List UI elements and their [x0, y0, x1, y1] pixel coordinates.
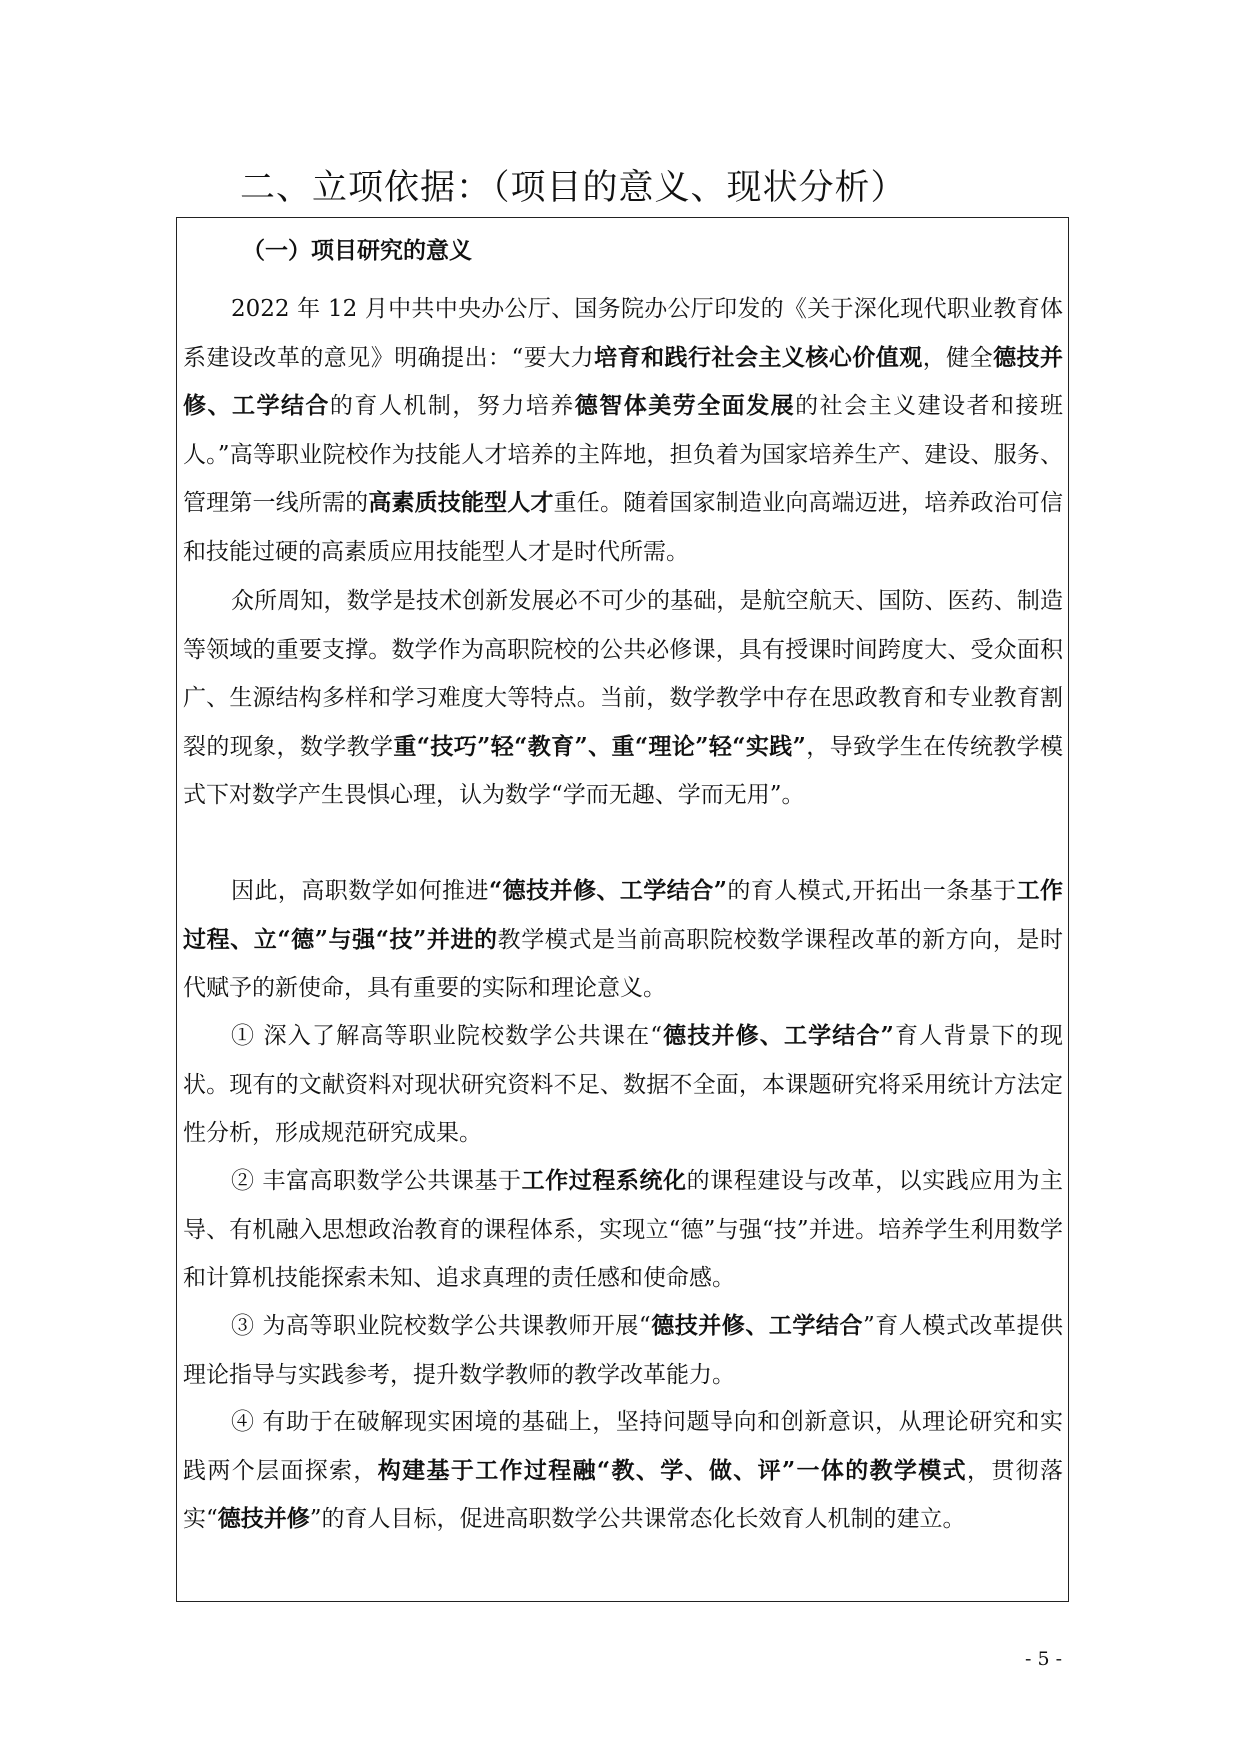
emphasized-text: 德技并修: [217, 1505, 310, 1533]
emphasized-text: 德技并修、工学结合: [650, 1312, 863, 1339]
text-run: 的社会主义建设者和接班人。”高等职业院校作为技能人才培养的主阵地，担负着为国家培养生产、建设、服务、管理第一线所需的: [183, 393, 1064, 517]
section-heading: （一）项目研究的意义: [242, 237, 472, 264]
text-run: 因此，高职数学如何推进: [231, 878, 489, 904]
emphasized-text: 高素质技能型人才: [368, 489, 554, 517]
paragraph-point-3: [183, 1302, 1063, 1399]
emphasized-text: 工作过程、立“德”与强“技”并进的: [183, 877, 1064, 953]
text-run: 众所周知，数学是技术创新发展必不可少的基础，是航空航天、国防、医药、制造等领域的重要支撑。数学作为高职院校的公共必修课，具有授课时间跨度大、受众面积广、生源结构多样和学习难度大等特点。当前，数学教学中存在思政教育和专业教育割裂的现象，数学教学: [183, 588, 1063, 760]
emphasized-text: 构建基于工作过程融“教、学、做、评”一体的教学模式: [377, 1456, 967, 1484]
emphasized-text: 重“技巧”轻“教育”、重“理论”轻“实践”: [393, 732, 806, 760]
emphasized-text: 德智体美劳全面发展: [574, 392, 796, 420]
emphasized-text: 德技并修、工学结合”: [662, 1022, 894, 1049]
page-title: 二、立项依据：（项目的意义、现状分析）: [240, 168, 907, 208]
text-run: ”的育人目标，促进高职数学公共课常态化长效育人机制的建立。: [309, 1506, 966, 1533]
emphasized-text: 培育和践行社会主义核心价值观: [594, 343, 923, 371]
paragraph-point-4: [183, 1398, 1063, 1544]
emphasized-text: “德技并修、工学结合”: [488, 877, 727, 904]
text-run: 育人背景下的现状。现有的文献资料对现状研究资料不足、数据不全面，本课题研究将采用统计方法定性分析，形成规范研究成果。: [183, 1023, 1063, 1147]
text-run: 重任。随着国家制造业向高端迈进，培养政治可信和技能过硬的高素质应用技能型人才是时代所需。: [183, 490, 1064, 565]
paragraph-point-1: [183, 1012, 1063, 1158]
paragraph-policy-background: [183, 285, 1063, 577]
paragraph-significance: [183, 867, 1063, 1013]
text-run: 教学模式是当前高职院校数学课程改革的新方向，是时代赋予的新使命，具有重要的实际和理论意义。: [183, 926, 1064, 1002]
paragraph-point-2: [183, 1157, 1063, 1303]
text-run: ，贯彻落实“: [183, 1457, 1064, 1533]
emphasized-text: 德技并修、工学结合: [183, 343, 1064, 420]
text-run: ② 丰富高职数学公共课基于: [231, 1168, 522, 1194]
text-run: 2022 年 12 月中共中央办公厅、国务院办公厅印发的《关于深化现代职业教育体系建设改革的意见》明确提出：“要大力: [183, 296, 1063, 371]
text-run: 的课程建设与改革，以实践应用为主导、有机融入思想政治教育的课程体系，实现立“德”与强“技”并进。培养学生利用数学和计算机技能探索未知、追求真理的责任感和使命感。: [183, 1168, 1063, 1292]
text-run: ③ 为高等职业院校数学公共课教师开展“: [231, 1313, 651, 1339]
paragraph-math-teaching-status: [183, 577, 1063, 820]
text-run: ④ 有助于在破解现实困境的基础上，坚持问题导向和创新意识，从理论研究和实践两个层面探索，: [183, 1409, 1063, 1484]
page-number: - 5 -: [1025, 1648, 1063, 1670]
emphasized-text: 工作过程系统化: [521, 1167, 687, 1194]
text-run: ① 深入了解高等职业院校数学公共课在“: [231, 1023, 662, 1049]
text-run: ”育人模式改革提供理论指导与实践参考，提升数学教师的教学改革能力。: [183, 1313, 1063, 1388]
text-run: 的育人模式,开拓出一条基于: [726, 878, 1017, 904]
text-run: 的育人机制，努力培养: [329, 393, 575, 420]
text-run: ，健全: [922, 344, 994, 371]
text-run: ，导致学生在传统教学模式下对数学产生畏惧心理，认为数学“学而无趣、学而无用”。: [183, 733, 1064, 809]
